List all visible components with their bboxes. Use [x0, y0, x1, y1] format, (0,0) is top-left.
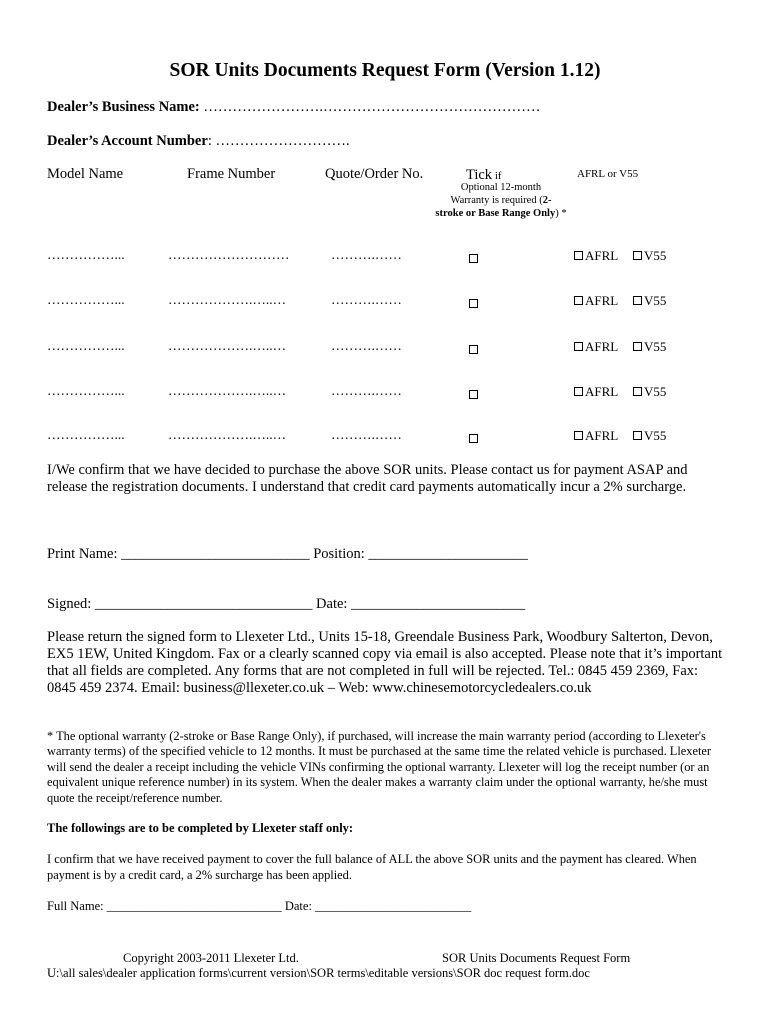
- checkbox-icon: [574, 342, 583, 351]
- row-1-afrl-option[interactable]: [574, 248, 618, 264]
- row-1-frame[interactable]: ………………………: [168, 247, 290, 262]
- row-1-quote[interactable]: ……….……: [331, 247, 402, 262]
- row-3-frame[interactable]: ……………….…..…: [168, 338, 287, 353]
- row-2-quote[interactable]: ……….……: [331, 292, 402, 307]
- row-5-v55-option[interactable]: [633, 428, 666, 444]
- col-tick-if: if: [492, 170, 502, 182]
- dealer-account-number-field[interactable]: : ……………………….: [207, 133, 350, 149]
- v55-label: V55: [644, 384, 667, 399]
- afrl-label: AFRL: [585, 248, 619, 263]
- row-2-v55-option[interactable]: [633, 293, 666, 309]
- afrl-label: AFRL: [585, 339, 619, 354]
- checkbox-icon: [574, 431, 583, 440]
- checkbox-icon: [633, 296, 642, 305]
- optional-warranty-note: * The optional warranty (2-stroke or Base Range Only), if purchased, will increase the main warranty period (according to Llexeter's warranty terms) of the specified vehicle to 12 months. It must be purchased at the same time the related vehicle is purchased. Llexeter will send the dealer a receipt including the vehicle VINs confirming the optional warranty. Llexeter will log the receipt number (or an equivalent unique reference number) in its system. When the dealer makes a warranty claim under the optional warranty, he/she must quote the receipt/reference number.: [47, 729, 712, 805]
- row-3-model[interactable]: ……………...: [47, 338, 125, 353]
- row-3-afrl-option[interactable]: [574, 339, 618, 355]
- row-1-model[interactable]: ……………...: [47, 247, 125, 262]
- row-5-warranty-checkbox[interactable]: [469, 430, 480, 448]
- afrl-label: AFRL: [585, 384, 619, 399]
- checkbox-icon: [633, 431, 642, 440]
- row-4-quote[interactable]: ……….……: [331, 383, 402, 398]
- checkbox-icon: [633, 342, 642, 351]
- row-4-afrl-option[interactable]: [574, 384, 618, 400]
- v55-label: V55: [644, 293, 667, 308]
- checkbox-icon: [469, 299, 478, 308]
- signed-date-line[interactable]: Signed: ______________________________ Date: ________________________: [47, 596, 526, 612]
- row-2-afrl-option[interactable]: [574, 293, 618, 309]
- row-5-model[interactable]: ……………...: [47, 427, 125, 442]
- checkbox-icon: [469, 390, 478, 399]
- row-2-frame[interactable]: ……………….…..…: [168, 292, 287, 307]
- row-2-warranty-checkbox[interactable]: [469, 295, 480, 313]
- warranty-line-3-bold: stroke or Base Range Only: [435, 208, 556, 219]
- page-title: SOR Units Documents Request Form (Version 1.12): [169, 60, 601, 81]
- afrl-label: AFRL: [585, 428, 619, 443]
- checkbox-icon: [633, 387, 642, 396]
- row-3-warranty-checkbox[interactable]: [469, 341, 480, 359]
- dealer-account-number-line: [47, 132, 350, 150]
- dealer-account-number-label: Dealer’s Account Number: [47, 133, 208, 149]
- row-4-model[interactable]: ……………...: [47, 383, 125, 398]
- col-afrl-v55: AFRL or V55: [577, 168, 639, 180]
- v55-label: V55: [644, 428, 667, 443]
- v55-label: V55: [644, 339, 667, 354]
- row-4-v55-option[interactable]: [633, 384, 666, 400]
- confirm-purchase-text: I/We confirm that we have decided to purchase the above SOR units. Please contact us for payment ASAP and release the registration documents. I understand that credit card payments automatically incur a 2% surcharge.: [47, 462, 688, 495]
- col-frame-number: Frame Number: [187, 166, 276, 182]
- footer-copyright: Copyright 2003-2011 Llexeter Ltd.: [123, 951, 299, 965]
- checkbox-icon: [633, 251, 642, 260]
- dealer-business-name-label: Dealer’s Business Name:: [47, 99, 200, 115]
- row-5-afrl-option[interactable]: [574, 428, 618, 444]
- staff-payment-confirmation: I confirm that we have received payment to cover the full balance of ALL the above SOR units and the payment has cleared. When payment is by a credit card, a 2% surcharge has been applied.: [47, 852, 697, 882]
- checkbox-icon: [574, 251, 583, 260]
- row-5-quote[interactable]: ……….……: [331, 427, 402, 442]
- warranty-line-1: Optional 12-month: [460, 182, 542, 193]
- col-quote-order: Quote/Order No.: [325, 166, 424, 182]
- dealer-business-name-field[interactable]: …………………….………………………………………: [199, 99, 541, 115]
- col-tick-main: Tick: [466, 167, 493, 183]
- warranty-line-3: [413, 208, 589, 219]
- dealer-business-name-line: [47, 98, 541, 116]
- full-name-date-line[interactable]: Full Name: ____________________________ Date: _________________________: [47, 899, 472, 913]
- row-5-frame[interactable]: ……………….…..…: [168, 427, 287, 442]
- warranty-line-3-end: ) *: [555, 208, 567, 219]
- return-instructions-text: Please return the signed form to Llexeter Ltd., Units 15-18, Greendale Business Park, Woodbury Salterton, Devon, EX5 1EW, United Kingdom. Fax or a clearly scanned copy via email is also accepted. Please note that it’s important that all fields are completed. Any forms that are not completed in full will be rejected. Tel.: 0845 459 2369, Fax: 0845 459 2374. Email: business@llexeter.co.uk – Web: www.chinesemotorcycledealers.co.uk: [47, 629, 723, 696]
- warranty-line-2-b: 2-: [542, 195, 552, 206]
- col-model-name: Model Name: [47, 166, 124, 182]
- row-1-warranty-checkbox[interactable]: [469, 250, 480, 268]
- row-4-frame[interactable]: ……………….…..…: [168, 383, 287, 398]
- checkbox-icon: [469, 345, 478, 354]
- footer-file-path: U:\all sales\dealer application forms\current version\SOR terms\editable versions\SOR doc request form.doc: [47, 966, 590, 980]
- checkbox-icon: [469, 434, 478, 443]
- row-2-model[interactable]: ……………...: [47, 292, 125, 307]
- row-4-warranty-checkbox[interactable]: [469, 386, 480, 404]
- checkbox-icon: [574, 296, 583, 305]
- checkbox-icon: [469, 254, 478, 263]
- footer-form-name: SOR Units Documents Request Form: [442, 951, 631, 965]
- checkbox-icon: [574, 387, 583, 396]
- staff-section-heading: The followings are to be completed by Llexeter staff only:: [47, 821, 354, 835]
- warranty-line-2-a: Warranty is required (: [450, 195, 543, 206]
- afrl-label: AFRL: [585, 293, 619, 308]
- row-3-v55-option[interactable]: [633, 339, 666, 355]
- v55-label: V55: [644, 248, 667, 263]
- print-name-position-line[interactable]: Print Name: __________________________ Position: ______________________: [47, 546, 528, 562]
- row-3-quote[interactable]: ……….……: [331, 338, 402, 353]
- warranty-line-2: [413, 195, 589, 206]
- row-1-v55-option[interactable]: [633, 248, 666, 264]
